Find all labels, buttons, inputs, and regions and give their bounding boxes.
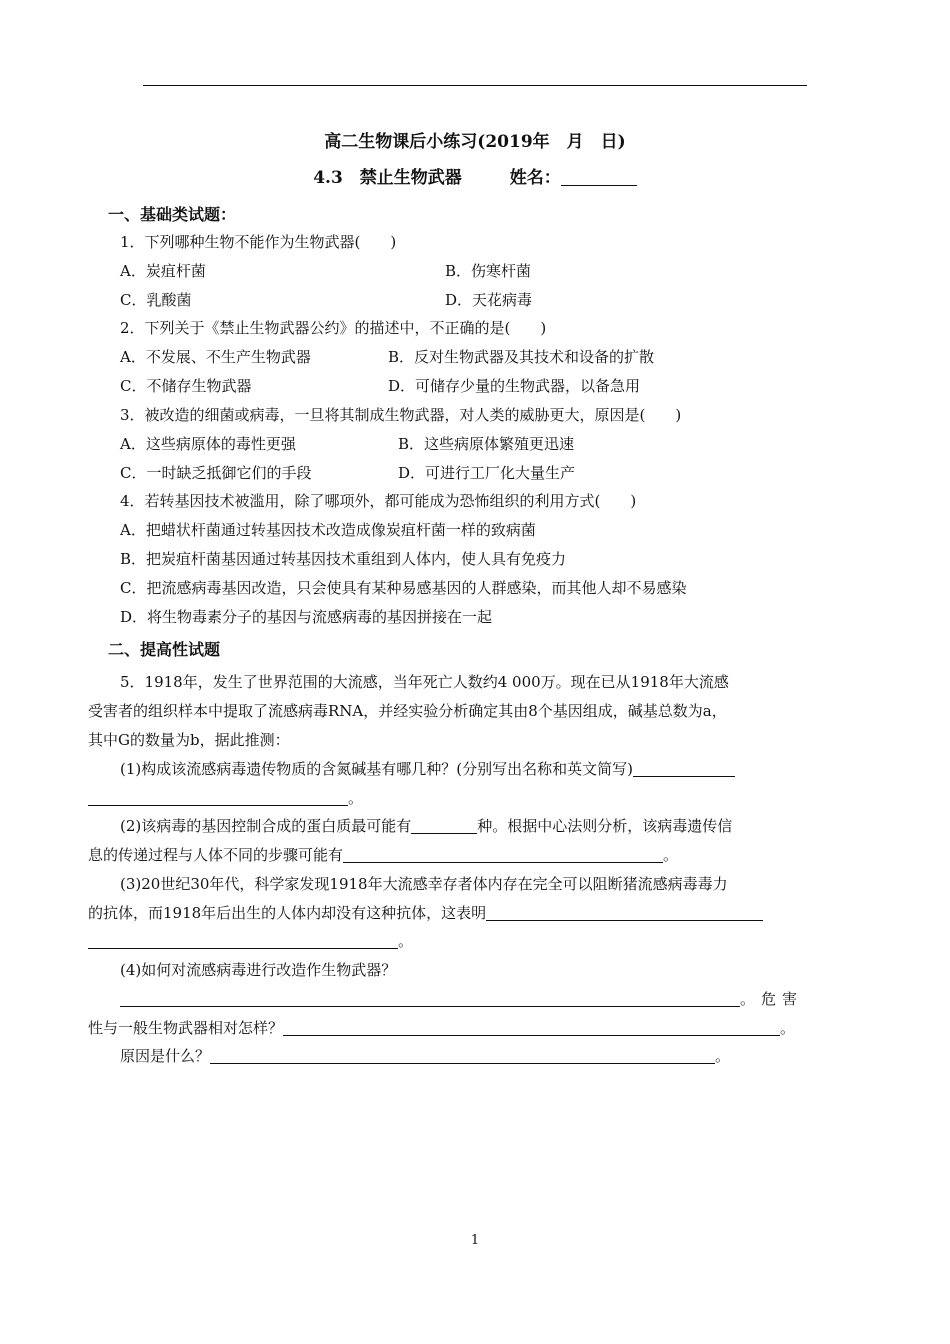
q2-option-d: D．可储存少量的生物武器，以备急用 xyxy=(388,377,641,395)
q5-part4-text-d: 原因是什么？ xyxy=(120,1047,211,1065)
q1-option-d: D．天花病毒 xyxy=(445,291,533,309)
q5-line-3: 其中G的数量为b，据此推测： xyxy=(88,731,290,749)
q5-part4-blank-c[interactable] xyxy=(210,1048,715,1064)
q5-part3-line: (3)20世纪30年代，科学家发现1918年大流感幸存者体内存在完全可以阻断猪流感病毒毒力 xyxy=(120,875,728,893)
q5-part4-line: (4)如何对流感病毒进行改造作生物武器？ xyxy=(120,961,397,979)
q4-option-a: A．把蜡状杆菌通过转基因技术改造成像炭疽杆菌一样的致病菌 xyxy=(120,521,536,539)
q4-option-d: D．将生物毒素分子的基因与流感病毒的基因拼接在一起 xyxy=(120,608,493,626)
q5-part4-answer-line xyxy=(120,989,803,1009)
q2-option-c: C．不储存生物武器 xyxy=(120,377,252,395)
q5-part3-text-b: 的抗体，而1918年后出生的人体内却没有这种抗体，这表明 xyxy=(88,904,487,922)
q5-part3-blank-b[interactable] xyxy=(88,933,398,949)
q5-part1-blank-a[interactable] xyxy=(633,761,735,777)
q3-option-b: B．这些病原体繁殖更迅速 xyxy=(398,435,575,453)
period: 。 xyxy=(348,789,364,807)
q5-part3-cont2 xyxy=(88,931,413,951)
q5-part2-text-b: 种。根据中心法则分析，该病毒遗传信 xyxy=(477,817,733,835)
q5-part2-cont xyxy=(88,845,678,865)
period: 。 xyxy=(398,932,414,950)
q4-option-b: B．把炭疽杆菌基因通过转基因技术重组到人体内，使人具有免疫力 xyxy=(120,550,567,568)
name-blank[interactable] xyxy=(561,169,637,186)
header-rule xyxy=(143,85,807,86)
q1-stem: 1．下列哪种生物不能作为生物武器( ) xyxy=(120,233,397,251)
q5-part1-text: (1)构成该流感病毒遗传物质的含氮碱基有哪几种？(分别写出名称和英文简写) xyxy=(120,760,633,778)
q5-line-1: 5．1918年，发生了世界范围的大流感，当年死亡人数约4 000万。现在已从1918年大流感 xyxy=(120,673,729,691)
name-label: 姓名： xyxy=(509,168,561,188)
q5-part2-blank-b[interactable] xyxy=(343,847,663,863)
q2-option-b: B．反对生物武器及其技术和设备的扩散 xyxy=(388,348,655,366)
q5-part4-reason-line xyxy=(120,1046,730,1066)
q1-option-a: A．炭疽杆菌 xyxy=(120,262,206,280)
page-number: 1 xyxy=(470,1233,480,1248)
section-advanced-heading: 二、提高性试题 xyxy=(108,640,221,659)
q4-stem: 4．若转基因技术被滥用，除了哪项外，都可能成为恐怖组织的利用方式( ) xyxy=(120,492,637,510)
q5-part4-text-b: 。危害 xyxy=(740,990,804,1008)
q1-option-c: C．乳酸菌 xyxy=(120,291,192,309)
lesson-title: 4.3 禁止生物武器 xyxy=(313,168,462,188)
q5-part4-text-c: 性与一般生物武器相对怎样？ xyxy=(88,1019,284,1037)
q2-stem: 2．下列关于《禁止生物武器公约》的描述中，不正确的是( ) xyxy=(120,319,547,337)
q5-part4-blank-a[interactable] xyxy=(120,991,740,1007)
worksheet-title: 高二生物课后小练习(2019年 月 日) xyxy=(324,132,626,152)
q5-part1-blank-b[interactable] xyxy=(88,790,348,806)
period: 。 xyxy=(780,1019,796,1037)
q5-part1-cont xyxy=(88,788,363,808)
q5-part1-line xyxy=(120,759,735,779)
q5-part4-cont xyxy=(88,1018,795,1038)
period: 。 xyxy=(715,1047,731,1065)
q3-option-c: C．一时缺乏抵御它们的手段 xyxy=(120,464,312,482)
q4-option-c: C．把流感病毒基因改造，只会使具有某种易感基因的人群感染，而其他人却不易感染 xyxy=(120,579,687,597)
period: 。 xyxy=(663,846,679,864)
q5-part2-text-a: (2)该病毒的基因控制合成的蛋白质最可能有 xyxy=(120,817,412,835)
q3-option-a: A．这些病原体的毒性更强 xyxy=(120,435,296,453)
q5-part2-blank-a[interactable] xyxy=(411,818,477,834)
q5-part4-blank-b[interactable] xyxy=(283,1020,780,1036)
q5-part3-blank-a[interactable] xyxy=(486,905,763,921)
q3-stem: 3．被改造的细菌或病毒，一旦将其制成生物武器，对人类的威胁更大，原因是( ) xyxy=(120,406,682,424)
q3-option-d: D．可进行工厂化大量生产 xyxy=(398,464,576,482)
q2-option-a: A．不发展、不生产生物武器 xyxy=(120,348,311,366)
q5-line-2: 受害者的组织样本中提取了流感病毒RNA，并经实验分析确定其由8个基因组成，碱基总数为a， xyxy=(88,702,727,720)
q1-option-b: B．伤寒杆菌 xyxy=(445,262,532,280)
section-basic-heading: 一、基础类试题： xyxy=(108,205,237,224)
lesson-line xyxy=(0,163,950,188)
q5-part2-line xyxy=(120,816,732,836)
q5-part2-text-c: 息的传递过程与人体不同的步骤可能有 xyxy=(88,846,344,864)
q5-part3-cont xyxy=(88,903,763,923)
